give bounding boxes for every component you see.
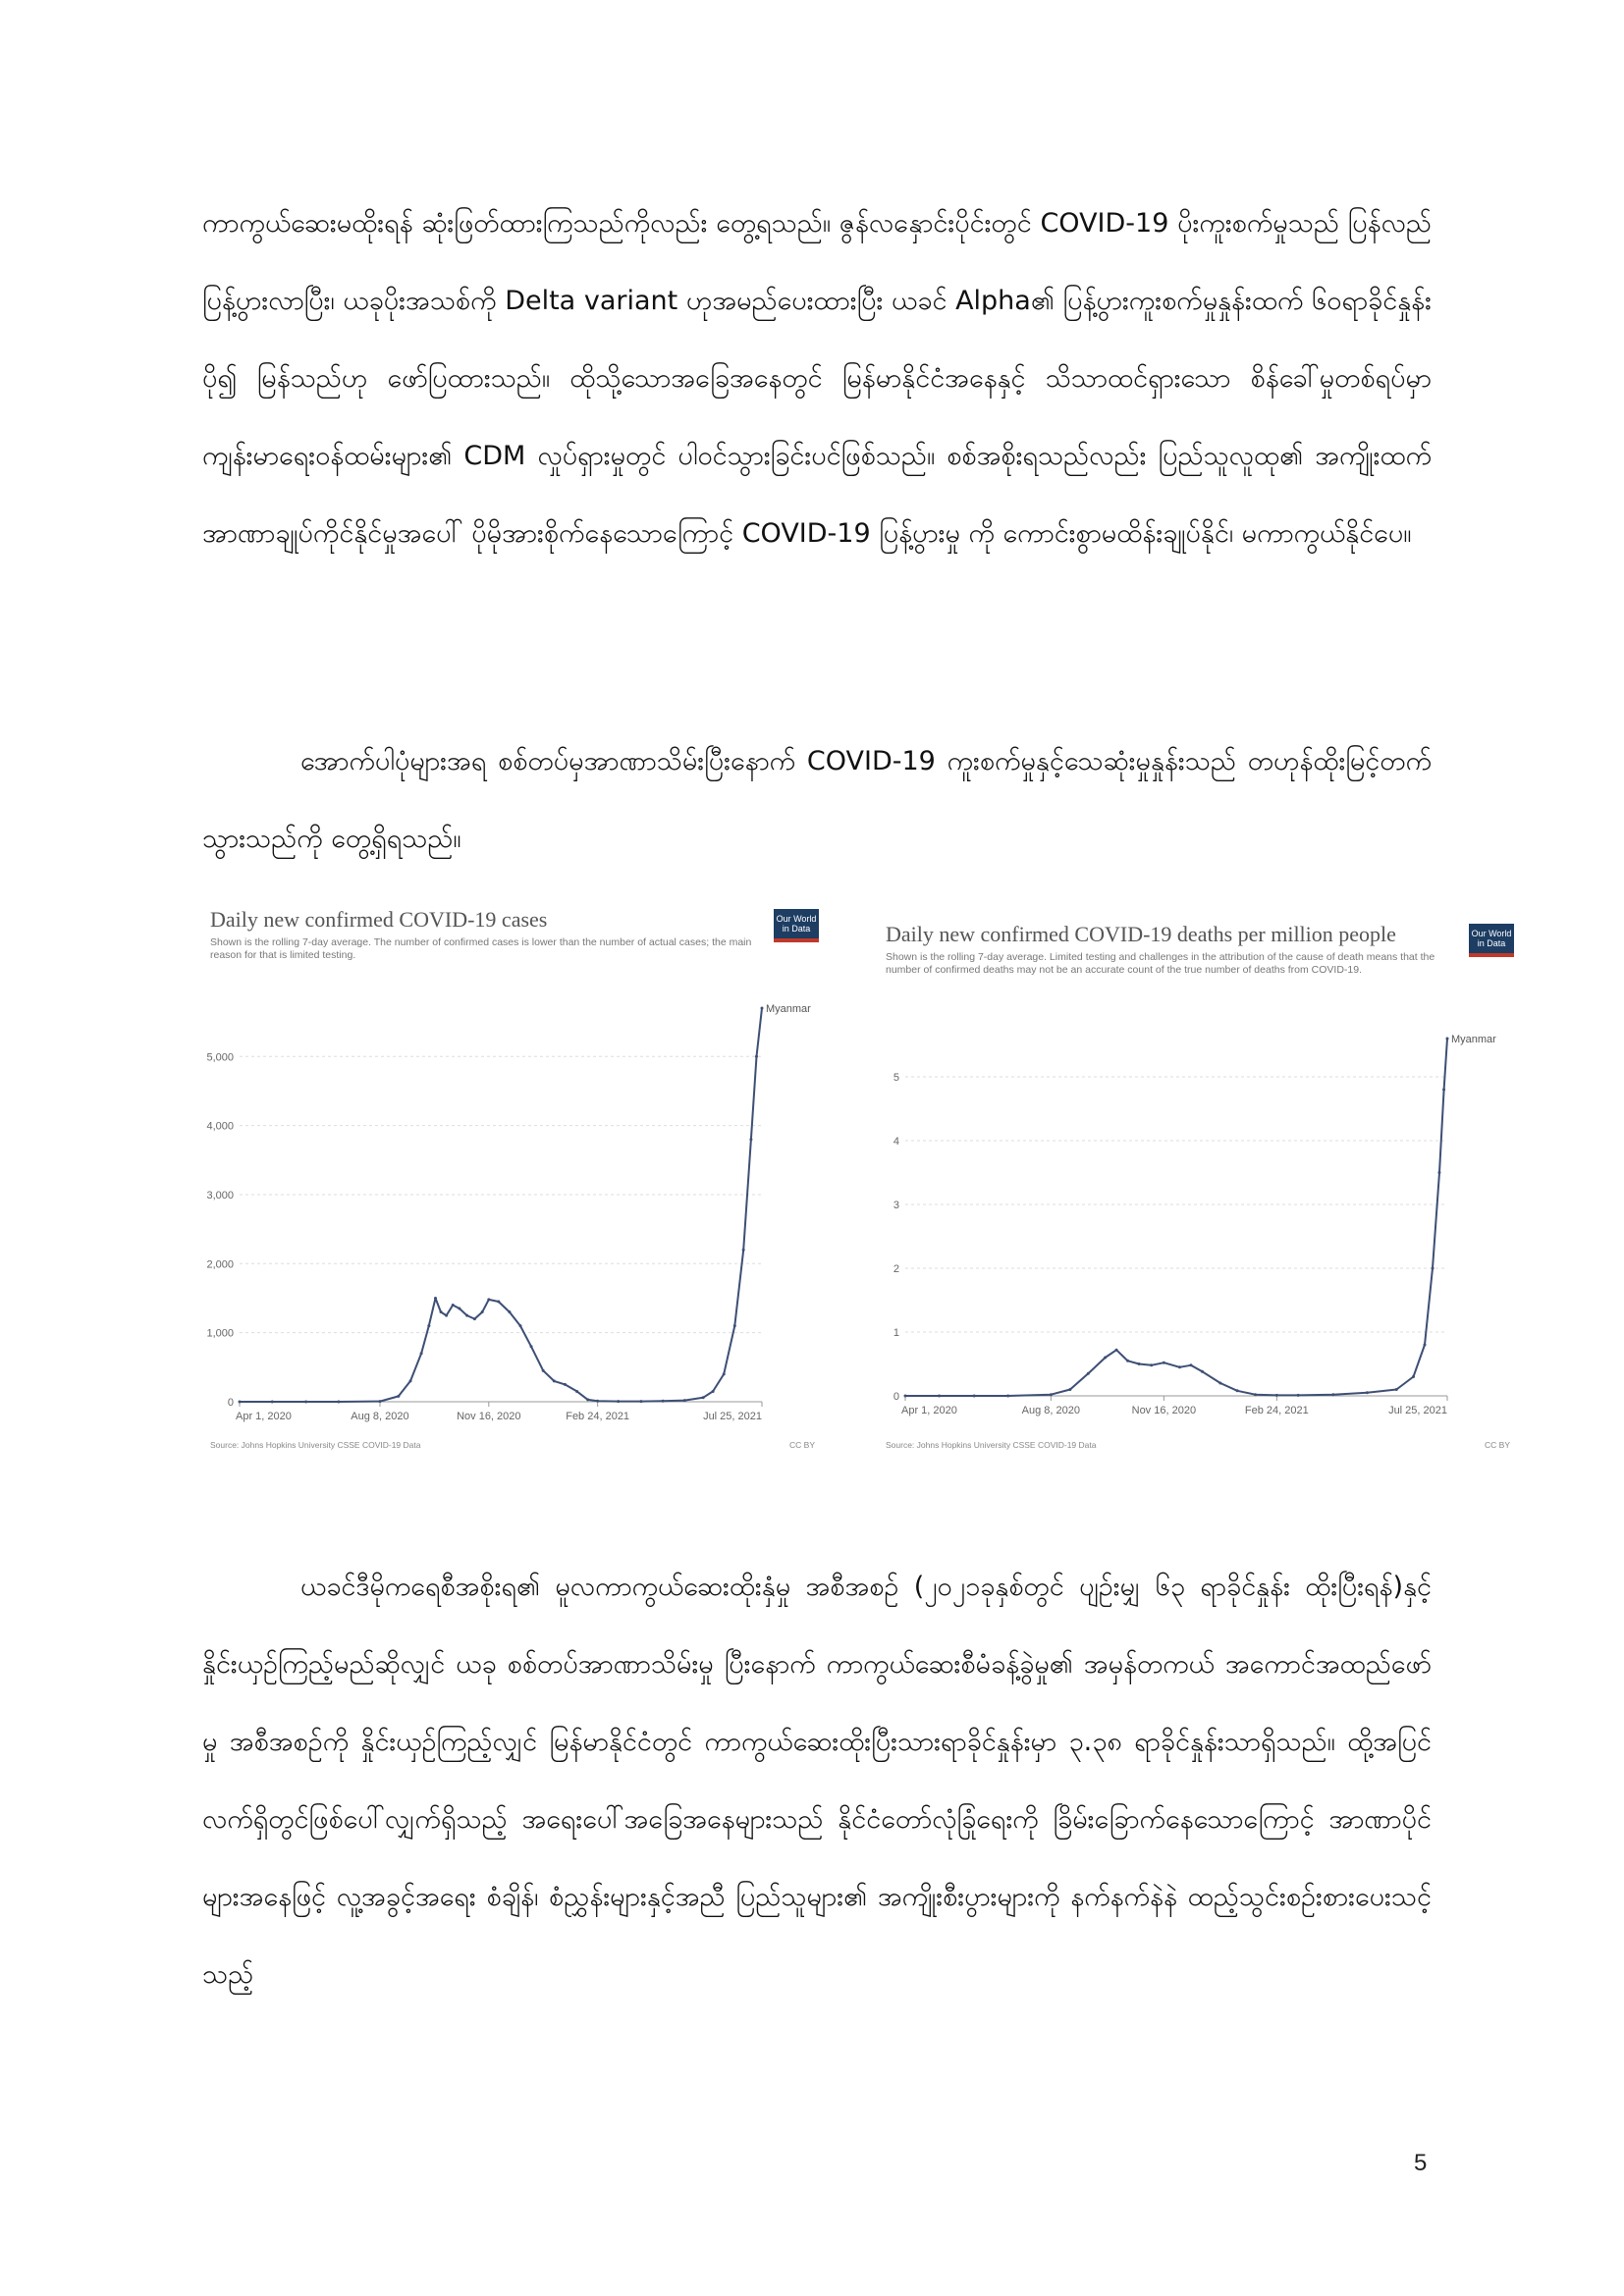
cases-y-tick-label: 1,000 [206,1327,234,1340]
deaths-series-line [905,1039,1447,1396]
deaths-data-point [1331,1393,1334,1396]
cases-data-point [465,1314,468,1317]
deaths-data-point [1395,1388,1398,1391]
cases-data-point [409,1379,412,1382]
deaths-data-point [1236,1389,1239,1392]
cases-chart-license: CC BY [789,1440,815,1450]
cases-data-point [497,1301,500,1304]
cases-y-tick-label: 4,000 [206,1120,234,1133]
cases-y-tick-label: 3,000 [206,1189,234,1201]
paragraph-3 [202,1548,1432,2013]
deaths-data-point [1178,1365,1181,1368]
deaths-data-point [1068,1388,1071,1391]
deaths-y-tick-label: 5 [893,1072,899,1084]
cases-data-point [508,1310,511,1313]
deaths-data-point [1115,1349,1118,1352]
deaths-chart-license: CC BY [1485,1440,1510,1450]
deaths-data-point [1424,1344,1427,1347]
cases-data-point [481,1310,484,1313]
deaths-data-point [1437,1171,1440,1174]
cases-data-point [761,1007,764,1010]
cases-data-point [723,1372,726,1375]
cases-data-point [239,1401,242,1404]
cases-x-tick-label: Feb 24, 2021 [566,1411,630,1422]
cases-data-point [452,1304,455,1307]
deaths-x-tick-label: Aug 8, 2020 [1021,1405,1081,1416]
cases-data-point [742,1249,745,1252]
cases-chart [202,903,831,1458]
paragraph-3-text: ယခင်ဒီမိုကရေစီအစိုးရ၏ မူလကာကွယ်ဆေးထိုးနှံမှု အစီအစဉ် (၂၀၂၁ခုနှစ်တွင် ပျဉ်းမျှ ၆၃ ရာခိုင်နှုန်း ထိုးပြီးရန်)နှင့် နှိုင်းယှဉ်ကြည့်မည်ဆိုလျှင် ယခု စစ်တပ်အာဏာသိမ်းမှု ပြီးနောက် ကာကွယ်ဆေးစီမံခန့်ခွဲမှု၏ အမှန်တကယ် အကောင်အထည်ဖော်မှု အစီအစဉ်ကို နှိုင်းယှဉ်ကြည့်လျှင် မြန်မာနိုင်ငံတွင် ကာကွယ်ဆေးထိုးပြီးသားရာခိုင်နှုန်းမှာ ၃.၃၈ ရာခိုင်နှုန်းသာရှိသည်။ ထို့အပြင် လက်ရှိတွင်ဖြစ်ပေါ်လျှက်ရှိသည့် အရေးပေါ်အခြေအနေများသည် နိုင်ငံတော်လုံခြုံရေးကို ခြိမ်းခြောက်နေသောကြောင့် အာဏာပိုင်များအနေဖြင့် လူ့အခွင့်အရေး စံချိန်၊ စံညွှန်းများနှင့်အညီ ပြည်သူများ၏ အကျိုးစီးပွားများကို နက်နက်နဲနဲ ထည့်သွင်းစဉ်းစားပေးသင့်သည့် [202,1572,1432,1990]
cases-data-point [639,1400,642,1403]
deaths-y-tick-label: 3 [893,1200,899,1211]
cases-y-tick-label: 5,000 [206,1051,234,1064]
cases-data-point [473,1317,476,1320]
cases-chart-title: Daily new confirmed COVID-19 cases [210,907,548,932]
deaths-chart-subtitle: Shown is the rolling 7-day average. Limited testing and challenges in the attribution of the cause of death means that the number of confirmed deaths may not be an accurate count of the true number of deaths from COVID-19. [886,951,1435,976]
cases-data-point [487,1298,490,1301]
cases-data-point [434,1297,437,1300]
deaths-data-point [1412,1375,1415,1378]
cases-y-tick-label: 2,000 [206,1258,234,1271]
cases-data-point [712,1390,715,1393]
cases-x-tick-label: Apr 1, 2020 [236,1411,292,1422]
deaths-data-point [1087,1372,1090,1375]
cases-data-point [530,1345,533,1348]
cases-data-point [575,1390,578,1393]
deaths-data-point [1446,1038,1449,1041]
paragraph-2 [202,722,1432,878]
deaths-data-point [1150,1363,1153,1366]
deaths-data-point [1163,1362,1165,1364]
cases-data-point [617,1400,620,1403]
deaths-data-point [1218,1382,1221,1385]
cases-chart-svg [202,903,831,1458]
paragraph-1 [202,185,1432,572]
cases-series-label: Myanmar [766,1003,811,1016]
deaths-data-point [1189,1363,1192,1366]
deaths-x-tick-label: Nov 16, 2020 [1131,1405,1197,1416]
deaths-data-point [1275,1394,1278,1397]
deaths-y-tick-label: 1 [893,1327,899,1339]
deaths-chart [878,918,1526,1458]
cases-data-point [271,1401,274,1404]
owid-logo: Our World in Data [1469,924,1514,957]
cases-data-point [733,1324,736,1327]
deaths-data-point [904,1395,907,1398]
deaths-data-point [1201,1370,1204,1373]
cases-y-tick-label: 0 [227,1397,234,1409]
cases-x-tick-label: Aug 8, 2020 [351,1411,409,1422]
deaths-chart-source: Source: Johns Hopkins University CSSE COVID-19 Data [886,1440,1097,1450]
cases-data-point [518,1324,521,1327]
paragraph-2-text: အောက်ပါပုံများအရ စစ်တပ်မှအာဏာသိမ်းပြီးနောက် COVID-19 ကူးစက်မှုနှင့်သေဆုံးမှုနှုန်းသည် တဟုန်ထိုးမြင့်တက်သွားသည်ကို တွေ့ရှိရသည်။ [202,746,1432,854]
cases-data-point [420,1352,423,1355]
cases-data-point [596,1400,599,1403]
page-number: 5 [1414,2150,1428,2176]
cases-data-point [458,1308,460,1310]
deaths-y-tick-label: 2 [893,1263,899,1275]
cases-data-point [440,1310,443,1313]
paragraph-1-text: ကာကွယ်ဆေးမထိုးရန် ဆုံးဖြတ်ထားကြသည်ကိုလည်း တွေ့ရသည်။ ဇွန်လနှောင်းပိုင်းတွင် COVID-19 ပိုးကူးစက်မှုသည် ပြန်လည် ပြန့်ပွားလာပြီး၊ ယခုပိုးအသစ်ကို Delta variant ဟုအမည်ပေးထားပြီး ယခင် Alpha၏ ပြန့်ပွားကူးစက်မှုနှုန်းထက် ၆၀ရာခိုင်နှုန်းပို၍ မြန်သည်ဟု ဖော်ပြထားသည်။ ထိုသို့သောအခြေအနေတွင် မြန်မာနိုင်ငံအနေနှင့် သိသာထင်ရှားသော စိန်ခေါ်မှုတစ်ရပ်မှာ ကျန်းမာရေးဝန်ထမ်းများ၏ CDM လှုပ်ရှားမှုတွင် ပါဝင်သွားခြင်းပင်ဖြစ်သည်။ စစ်အစိုးရသည်လည်း ပြည်သူလူထု၏ အကျိုးထက် အာဏာချုပ်ကိုင်နိုင်မှုအပေါ် ပိုမိုအားစိုက်နေသောကြောင့် COVID-19 ပြန့်ပွားမှု ကို ကောင်းစွာမထိန်းချုပ်နိုင်၊ မကာကွယ်နိုင်ပေ။ [202,208,1432,549]
deaths-y-tick-label: 0 [893,1391,899,1403]
cases-data-point [662,1400,665,1403]
cases-data-point [445,1314,448,1317]
deaths-data-point [1050,1393,1053,1396]
deaths-data-point [1006,1395,1009,1398]
cases-data-point [397,1395,400,1398]
cases-data-point [553,1379,556,1382]
cases-data-point [427,1324,430,1327]
cases-data-point [749,1138,752,1141]
deaths-x-tick-label: Jul 25, 2021 [1388,1405,1447,1416]
deaths-data-point [973,1395,976,1398]
deaths-data-point [1126,1360,1129,1362]
cases-series-line [240,1008,762,1402]
cases-data-point [337,1401,340,1404]
deaths-data-point [1366,1391,1369,1394]
cases-data-point [755,1055,758,1058]
deaths-x-tick-label: Feb 24, 2021 [1244,1405,1309,1416]
deaths-data-point [1254,1393,1257,1396]
deaths-x-tick-label: Apr 1, 2020 [901,1405,957,1416]
deaths-data-point [1442,1089,1445,1092]
deaths-data-point [938,1395,941,1398]
deaths-y-tick-label: 4 [893,1136,899,1148]
owid-logo: Our World in Data [774,909,819,942]
cases-chart-source: Source: Johns Hopkins University CSSE COVID-19 Data [210,1440,421,1450]
cases-data-point [542,1369,545,1372]
cases-data-point [702,1396,705,1399]
deaths-data-point [1297,1394,1300,1397]
cases-chart-subtitle: Shown is the rolling 7-day average. The number of confirmed cases is lower than the number of actual cases; the main reason for that is limited testing. [210,936,752,961]
deaths-series-label: Myanmar [1451,1034,1496,1045]
cases-x-tick-label: Jul 25, 2021 [703,1411,762,1422]
cases-data-point [586,1398,589,1401]
cases-data-point [378,1400,381,1403]
cases-x-tick-label: Nov 16, 2020 [457,1411,521,1422]
deaths-data-point [1138,1362,1141,1365]
cases-data-point [304,1401,307,1404]
deaths-chart-title: Daily new confirmed COVID-19 deaths per million people [886,922,1396,946]
cases-data-point [564,1383,567,1386]
cases-data-point [683,1399,686,1402]
deaths-chart-svg [878,918,1526,1458]
deaths-data-point [1432,1267,1435,1270]
deaths-data-point [1104,1357,1107,1360]
